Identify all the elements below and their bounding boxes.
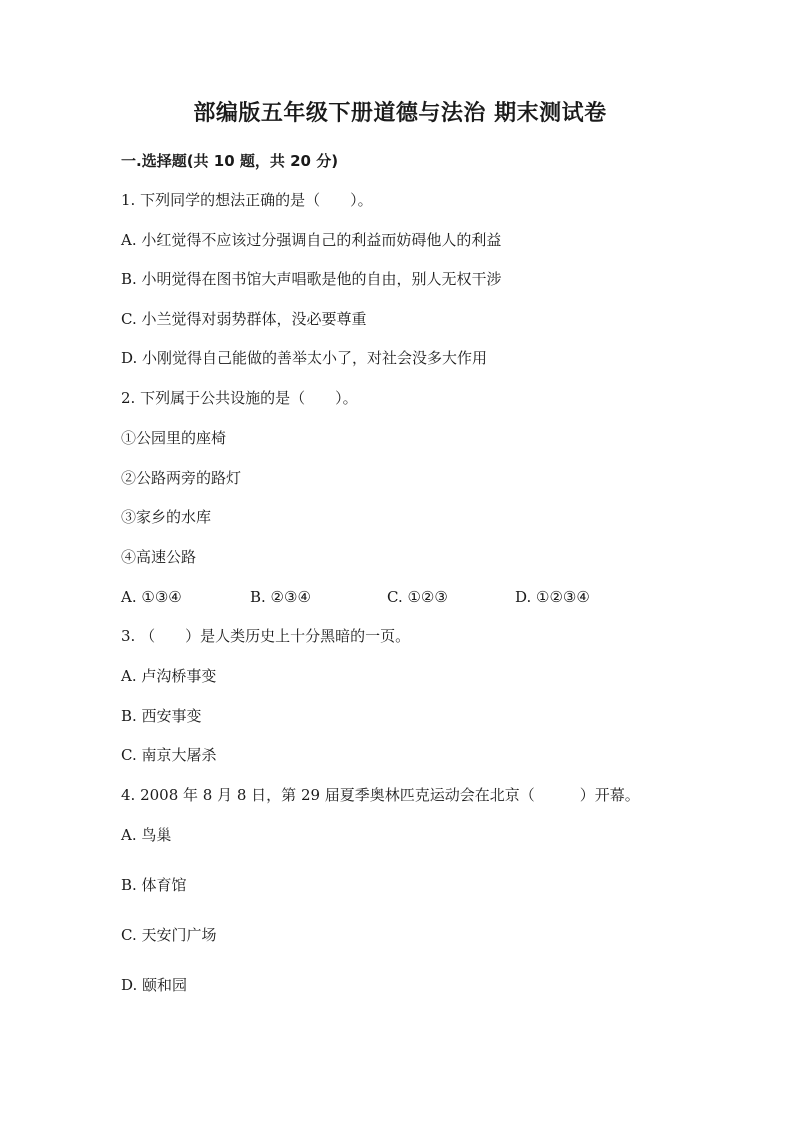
question-3-stem: 3. （ ）是人类历史上十分黑暗的一页。 xyxy=(121,627,411,645)
question-1-option-a: A. 小红觉得不应该过分强调自己的利益而妨碍他人的利益 xyxy=(121,231,502,249)
question-1-option-b: B. 小明觉得在图书馆大声唱歌是他的自由，别人无权干涉 xyxy=(121,270,502,288)
question-2-item-2: ②公路两旁的路灯 xyxy=(121,469,242,487)
section-heading: 一.选择题(共 10 题，共 20 分) xyxy=(121,152,339,170)
question-4-option-b: B. 体育馆 xyxy=(121,876,187,894)
question-4-stem: 4. 2008 年 8 月 8 日，第 29 届夏季奥林匹克运动会在北京（ ）开幕。 xyxy=(121,786,640,804)
question-4-option-a: A. 鸟巢 xyxy=(121,826,172,844)
question-2-item-3: ③家乡的水库 xyxy=(121,508,212,526)
question-3-option-a: A. 卢沟桥事变 xyxy=(121,667,217,685)
question-2-option-b: B. ②③④ xyxy=(250,588,311,606)
question-2-option-a: A. ①③④ xyxy=(121,588,182,606)
question-3-option-c: C. 南京大屠杀 xyxy=(121,746,217,764)
question-4-option-d: D. 颐和园 xyxy=(121,976,188,994)
page-title: 部编版五年级下册道德与法治 期末测试卷 xyxy=(193,101,607,126)
question-1-stem: 1. 下列同学的想法正确的是（ ）。 xyxy=(121,191,373,209)
question-2-option-d: D. ①②③④ xyxy=(515,588,590,606)
question-2-option-c: C. ①②③ xyxy=(387,588,448,606)
question-2-stem: 2. 下列属于公共设施的是（ ）。 xyxy=(121,389,358,407)
question-3-option-b: B. 西安事变 xyxy=(121,707,202,725)
question-4-option-c: C. 天安门广场 xyxy=(121,926,217,944)
question-1-option-c: C. 小兰觉得对弱势群体，没必要尊重 xyxy=(121,310,367,328)
question-1-option-d: D. 小刚觉得自己能做的善举太小了，对社会没多大作用 xyxy=(121,349,488,367)
question-2-item-4: ④高速公路 xyxy=(121,548,197,566)
question-2-item-1: ①公园里的座椅 xyxy=(121,429,227,447)
